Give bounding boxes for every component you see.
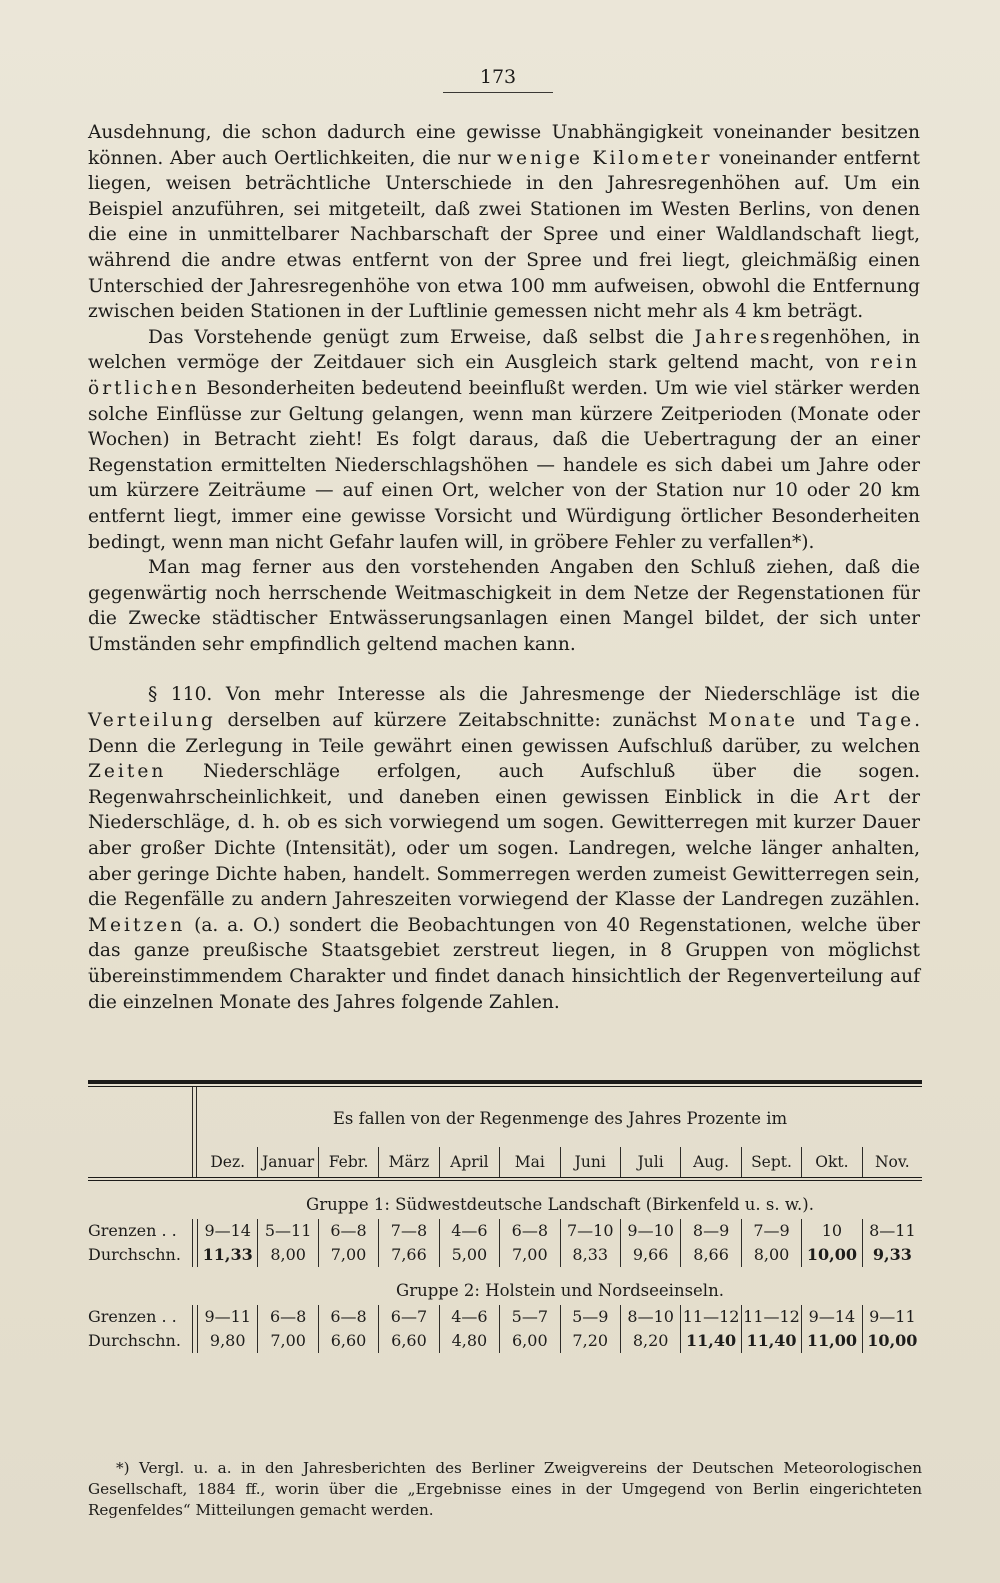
rain-distribution-table xyxy=(88,1080,922,1353)
month-header: Juli xyxy=(620,1147,680,1177)
paragraph-1: Ausdehnung, die schon dadurch eine gewisse Unabhängigkeit voneinander besitzen können. Aber auch Oertlichkeiten, die nur wenige Kilometer voneinander entfernt liegen, weisen beträchtliche Unterschiede in den Jahresregenhöhen auf. Um ein Beispiel anzuführen, sei mitgeteilt, daß zwei Stationen im Westen Berlins, von denen die eine in unmittelbarer Nachbarschaft der Spree und einer Waldlandschaft liegt, während die andre etwas entfernt von der Spree und frei liegt, gleichmäßig einen Unterschied der Jahresregenhöhe von etwa 100 mm aufweisen, obwohl die Entfernung zwischen beiden Stationen in der Luftlinie gemessen nicht mehr als 4 km beträgt. xyxy=(88,122,921,323)
table-caption: Es fallen von der Regenmenge des Jahres Prozente im xyxy=(332,1109,788,1128)
body-text xyxy=(88,120,920,1015)
table-row xyxy=(88,1243,922,1267)
table-cell: 7,00 xyxy=(499,1243,559,1267)
table-cell: 9—14 xyxy=(801,1305,861,1329)
table-cell: 11,40 xyxy=(741,1329,801,1353)
table-cell: 6,60 xyxy=(378,1329,438,1353)
month-header: Mai xyxy=(499,1147,559,1177)
table-cell: 7,66 xyxy=(378,1243,438,1267)
table-cell: 10,00 xyxy=(801,1243,861,1267)
table-cell: 8,66 xyxy=(680,1243,740,1267)
month-header: Okt. xyxy=(801,1147,861,1177)
month-header: Sept. xyxy=(741,1147,801,1177)
table-cell: 9—11 xyxy=(862,1305,922,1329)
table-cell: 6—8 xyxy=(499,1219,559,1243)
row-label: Durchschn. xyxy=(88,1331,181,1350)
table-cell: 6—8 xyxy=(257,1305,317,1329)
table-cell: 8—10 xyxy=(620,1305,680,1329)
page-number: 173 xyxy=(443,66,553,93)
table-cell: 11,00 xyxy=(801,1329,861,1353)
table-cell: 8—9 xyxy=(680,1219,740,1243)
paragraph-4: § 110. Von mehr Interesse als die Jahresmenge der Niederschläge ist die Verteilung derselben auf kürzere Zeitabschnitte: zunächst Monate und Tage. Denn die Zerlegung in Teile gewährt einen gewissen Aufschluß darüber, zu welchen Zeiten Niederschläge erfolgen, auch Aufschluß über die sogen. Regenwahrscheinlichkeit, und daneben einen gewissen Einblick in die Art der Niederschläge, d. h. ob es sich vorwiegend um sogen. Gewitterregen mit kurzer Dauer aber großer Dichte (Intensität), oder um sogen. Landregen, welche länger anhalten, aber geringe Dichte haben, handelt. Sommerregen werden zumeist Gewitterregen sein, die Regenfälle zu andern Jahreszeiten vorwiegend der Klasse der Landregen zuzählen. Meitzen (a. a. O.) sondert die Beobachtungen von 40 Regenstationen, welche über das ganze preußische Staatsgebiet zerstreut liegen, in 8 Gruppen von möglichst übereinstimmendem Charakter und findet danach hinsichtlich der Regenverteilung auf die einzelnen Monate des Jahres folgende Zahlen. xyxy=(88,684,920,1013)
month-header: Febr. xyxy=(318,1147,378,1177)
table-cell: 7,20 xyxy=(560,1329,620,1353)
table-cell: 6,60 xyxy=(318,1329,378,1353)
table-cell: 8—11 xyxy=(862,1219,922,1243)
table-cell: 10 xyxy=(801,1219,861,1243)
table-cell: 4,80 xyxy=(439,1329,499,1353)
month-header: Januar xyxy=(257,1147,317,1177)
table-cell: 8,00 xyxy=(741,1243,801,1267)
month-header: April xyxy=(439,1147,499,1177)
table-rule-mid xyxy=(88,1177,922,1178)
table-cell: 11,33 xyxy=(202,1245,253,1264)
table-cell: 9,66 xyxy=(620,1243,680,1267)
table-cell: 5,00 xyxy=(439,1243,499,1267)
month-header: Nov. xyxy=(862,1147,922,1177)
footnote-text: *) Vergl. u. a. in den Jahresberichten des Berliner Zweigvereins der Deutschen Meteorologischen Gesellschaft, 1884 ff., worin über die „Ergebnisse eines in der Umgegend von Berlin eingerichteten Regenfeldes“ Mitteilungen gemacht werden. xyxy=(88,1459,922,1519)
table-cell: 7—9 xyxy=(741,1219,801,1243)
table-cell: 9—14 xyxy=(204,1221,251,1240)
table-cell: 8,00 xyxy=(257,1243,317,1267)
table-cell: 7—8 xyxy=(378,1219,438,1243)
table-rule-mid-2 xyxy=(88,1180,922,1181)
table-cell: 8,33 xyxy=(560,1243,620,1267)
month-header: Juni xyxy=(560,1147,620,1177)
table-row xyxy=(88,1305,922,1329)
table-cell: 4—6 xyxy=(439,1305,499,1329)
table-cell: 4—6 xyxy=(439,1219,499,1243)
paragraph-3: Man mag ferner aus den vorstehenden Angaben den Schluß ziehen, daß die gegenwärtig noch herrschende Weitmaschigkeit in dem Netze der Regenstationen für die Zwecke städtischer Entwässerungsanlagen einen Mangel bildet, der sich unter Umständen sehr empfindlich geltend machen kann. xyxy=(88,557,920,655)
table-cell: 10,00 xyxy=(862,1329,922,1353)
table-cell: 8,20 xyxy=(620,1329,680,1353)
table-row xyxy=(88,1329,922,1353)
table-rule-top xyxy=(88,1080,922,1084)
table-cell: 11,40 xyxy=(680,1329,740,1353)
table-row xyxy=(88,1219,922,1243)
table-header xyxy=(88,1087,922,1177)
table-cell: 11—12 xyxy=(680,1305,740,1329)
group-title: Gruppe 1: Südwestdeutsche Landschaft (Birkenfeld u. s. w.). xyxy=(306,1195,814,1214)
month-header: März xyxy=(378,1147,438,1177)
table-cell: 9,80 xyxy=(209,1331,246,1350)
table-cell: 7,00 xyxy=(318,1243,378,1267)
table-cell: 7,00 xyxy=(257,1329,317,1353)
table-cell: 6—8 xyxy=(318,1305,378,1329)
row-label: Grenzen . . xyxy=(88,1307,177,1326)
table-cell: 9,33 xyxy=(862,1243,922,1267)
paragraph-2: Das Vorstehende genügt zum Erweise, daß selbst die Jahresregenhöhen, in welchen vermöge der Zeitdauer sich ein Ausgleich stark geltend macht, von rein örtlichen Besonderheiten bedeutend beeinflußt werden. Um wie viel stärker werden solche Einflüsse zur Geltung gelangen, wenn man kürzere Zeitperioden (Monate oder Wochen) in Betracht zieht! Es folgt daraus, daß die Uebertragung der an einer Regenstation ermittelten Niederschlagshöhen — handele es sich dabei um Jahre oder um kürzere Zeiträume — auf einen Ort, welcher von der Station nur 10 oder 20 km entfernt liegt, immer eine gewisse Vorsicht und Würdigung örtlicher Besonderheiten bedingt, wenn man nicht Gefahr laufen will, in gröbere Fehler zu verfallen*). xyxy=(88,326,921,553)
row-label: Grenzen . . xyxy=(88,1221,177,1240)
month-header-row xyxy=(198,1147,922,1177)
table-cell: 9—11 xyxy=(204,1307,251,1326)
table-cell: 6,00 xyxy=(499,1329,559,1353)
table-cell: 5—11 xyxy=(257,1219,317,1243)
table-cell: 5—9 xyxy=(560,1305,620,1329)
month-header: Dez. xyxy=(210,1153,246,1171)
table-cell: 6—8 xyxy=(318,1219,378,1243)
group-title: Gruppe 2: Holstein und Nordseeinseln. xyxy=(396,1281,724,1300)
table-cell: 11—12 xyxy=(741,1305,801,1329)
row-label: Durchschn. xyxy=(88,1245,181,1264)
footnote xyxy=(88,1458,922,1521)
table-groups xyxy=(88,1195,922,1353)
table-cell: 6—7 xyxy=(378,1305,438,1329)
table-cell: 5—7 xyxy=(499,1305,559,1329)
table-cell: 9—10 xyxy=(620,1219,680,1243)
month-header: Aug. xyxy=(680,1147,740,1177)
table-cell: 7—10 xyxy=(560,1219,620,1243)
